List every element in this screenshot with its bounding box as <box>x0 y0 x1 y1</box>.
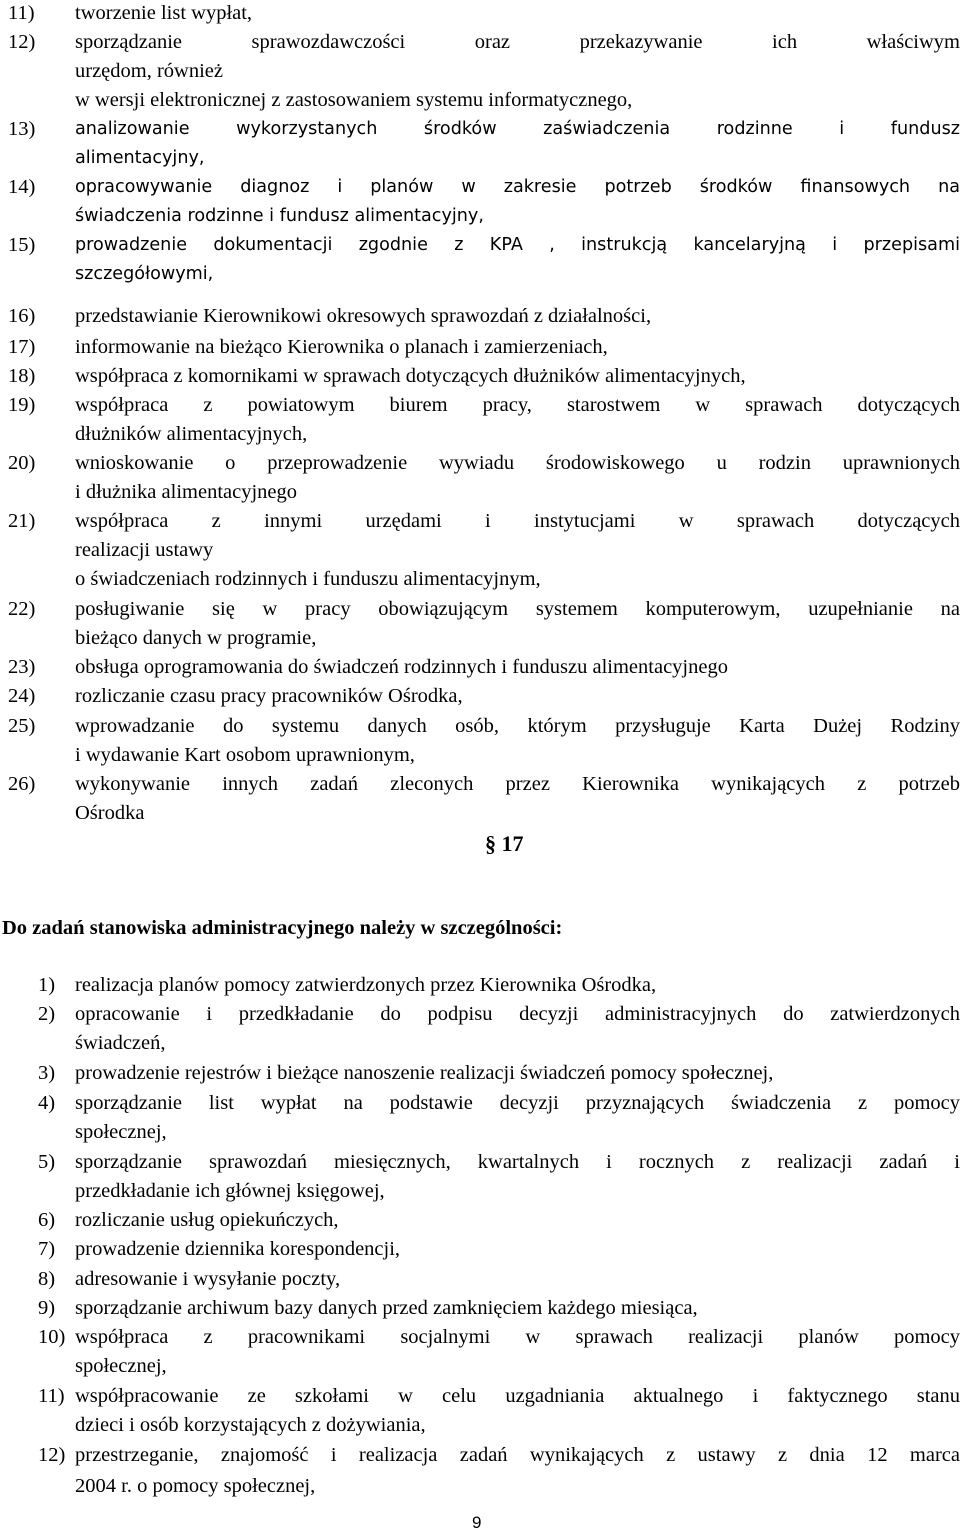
document-page: 11) tworzenie list wypłat, 12) sporządzanie sprawozdawczości oraz przekazywanie ich właściwym urzędom, również w wersji elektronicznej z zastosowaniem systemu informatycznego, 13) analizowanie wykorzystanych środków zaświadczenia rodzinne i fundusz alimentacyjny, 14) opracowywanie diagnoz i planów w zakresie potrzeb środków finansowych na świadczenia rodzinne i fundusz alimentacyjny, 15) prowadzenie dokumentacji zgodnie z KPA , instrukcją kancelaryjną i przepisami szczegółowymi, 16) przedstawianie Kierownikowi okresowych sprawozdań z działalności, 17) informowanie na bieżąco Kierownika o planach i zamierzeniach, 18) współpraca z komornikami w sprawach dotyczących dłużników alimentacyjnych, 19) współpraca z powiatowym biurem pracy, starostwem w sprawach dotyczących dłużników alimentacyjnych, 20) wnioskowanie o przeprowadzenie wywiadu środowiskowego u rodzin uprawnionych i dłużnika alimentacyjnego 21) współpraca z innymi urzędami i instytucjami w sprawach dotyczących realizacji ustawy o świadczeniach rodzinnych i funduszu alimentacyjnym, 22) posługiwanie się w pracy obowiązującym systemem komputerowym, uzupełnianie na bieżąco danych w programie, 23) obsługa oprogramowania do świadczeń rodzinnych i funduszu alimentacyjnego 24) rozliczanie czasu pracy pracowników Ośrodka, 25) wprowadzanie do systemu danych osób, którym przysługuje Karta Dużej Rodziny i wydawanie Kart osobom uprawnionym, 26) wykonywanie innych zadań zleconych przez Kierownika wynikających z potrzeb Ośrodka § 17 Do zadań stanowiska administracyjnego należy w szczególności: 1) realizacja planów pomocy zatwierdzonych przez Kierownika Ośrodka, 2) opracowanie i przedkładanie do podpisu decyzji administracyjnych do zatwierdzonych świadczeń, 3) prowadzenie rejestrów i bieżące nanoszenie realizacji świadczeń pomocy społecznej, 4) sporządzanie list wypłat na podstawie decyzji przyznających świadczenia z pomocy społecznej, 5) sporządzanie sprawozdań miesięcznych, kwartalnych i rocznych z realizacji zadań i przedkładanie ich głównej księgowej, 6) rozliczanie usług opiekuńczych, 7) prowadzenie dziennika korespondencji, 8) adresowanie i wysyłanie poczty, 9) sporządzanie archiwum bazy danych przed zamknięciem każdego miesiąca, 10) współpraca z pracownikami socjalnymi w sprawach realizacji planów pomocy społecznej, 11) współpracowanie ze szkołami w celu uzgadniania aktualnego i faktycznego stanu dzieci i osób korzystających z dożywiania, 12) przestrzeganie, znajomość i realizacja zadań wynikających z ustawy z dnia 12 marca 2004 r. o pomocy społecznej, 9 <box>2 2 960 1532</box>
section-heading: Do zadań stanowiska administracyjnego należy w szczególności: <box>2 917 563 939</box>
section-mark: § 17 <box>485 831 524 856</box>
page-number: 9 <box>472 1513 482 1532</box>
